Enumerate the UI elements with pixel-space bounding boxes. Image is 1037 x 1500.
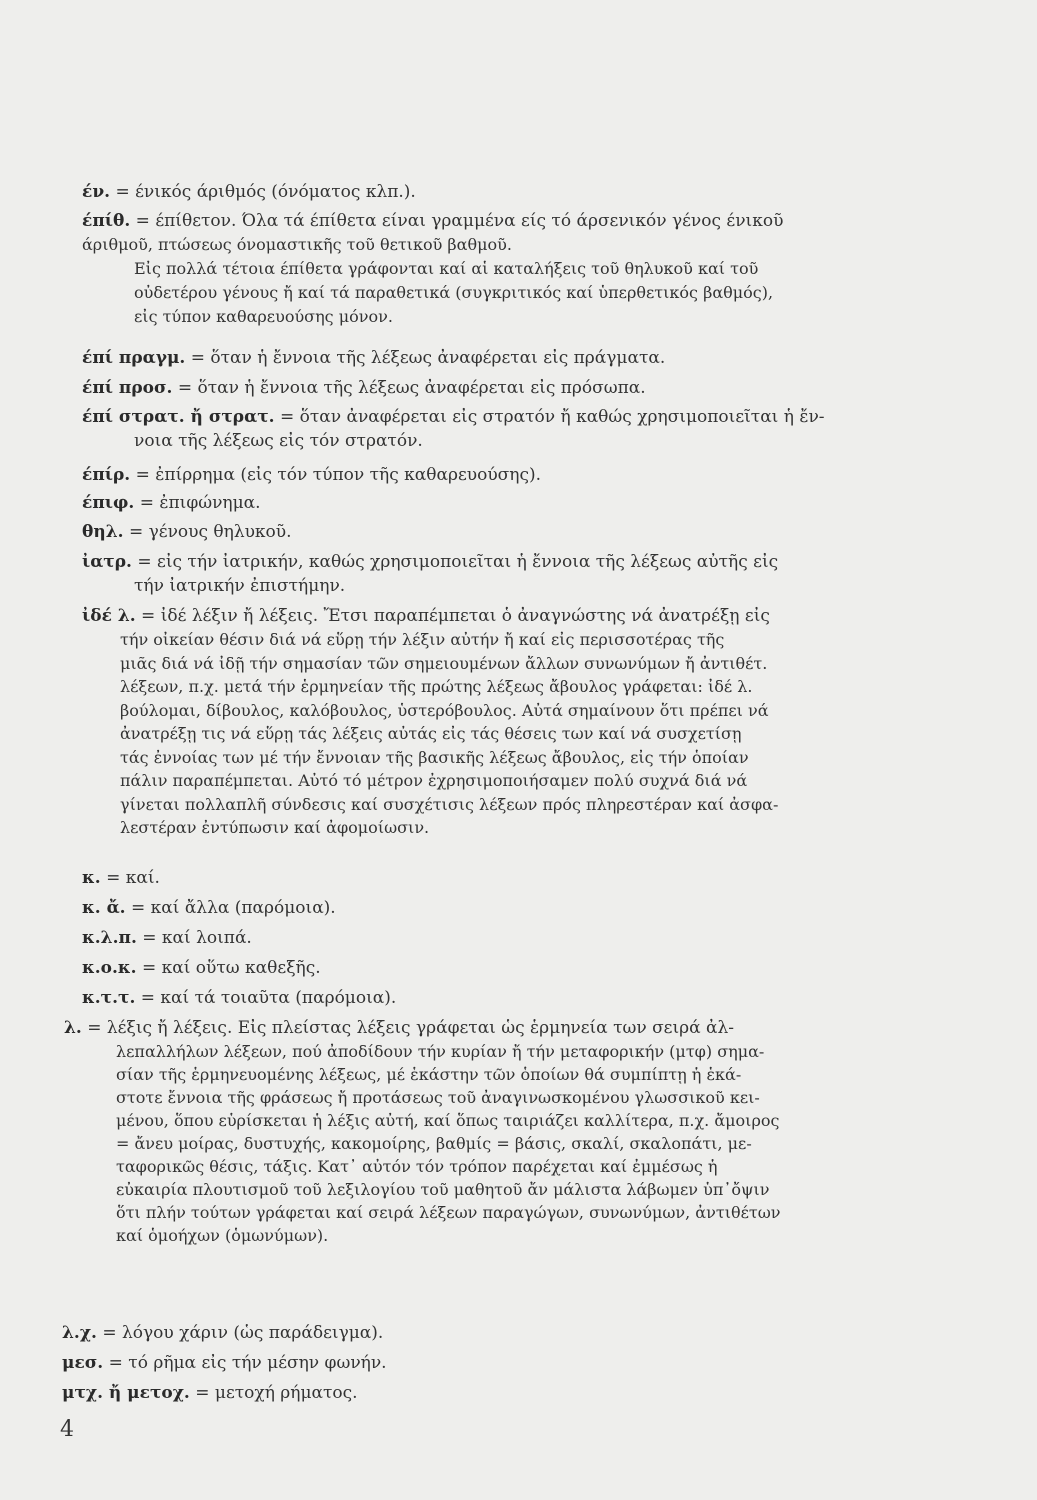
entry-definition: = καί τά τοιαῦτα (παρόμοια).: [135, 988, 397, 1008]
entry-abbr: έπίρ.: [82, 465, 131, 485]
entry-continuation: τάς ἐννοίας των μέ τήν ἔννοιαν τῆς βασικῆς λέξεως ἄβουλος, εἰς τήν ὁποίαν: [120, 747, 749, 767]
entry-epi-strat: [0, 405, 1037, 453]
entry-continuation: εἰς τύπον καθαρευούσης μόνον.: [134, 307, 393, 326]
entry-abbr: έπιφ.: [82, 493, 135, 513]
entry-ide-l: [0, 604, 1037, 840]
entry-l: [0, 1016, 1037, 1247]
entry-continuation: = ἄνευ μοίρας, δυστυχής, κακομοίρης, βαθμίς = βάσις, σκαλί, σκαλοπάτι, με-: [116, 1134, 752, 1153]
entry-continuation: γίνεται πολλαπλῆ σύνδεσις καί συσχέτισις λέξεων πρός πληρεστέραν καί ἀσφα-: [120, 794, 779, 814]
entry-definition: = τό ρῆμα εἰς τήν μέσην φωνήν.: [103, 1353, 387, 1373]
entry-definition: = γένους θηλυκοῦ.: [123, 522, 292, 542]
entry-continuation: άριθμοῦ, πτώσεως όνομαστικῆς τοῦ θετικοῦ βαθμοῦ.: [82, 235, 512, 254]
entry-ktt: [0, 986, 1037, 1010]
entry-mes: [0, 1351, 1037, 1375]
entry-abbr: έπίθ.: [82, 211, 131, 231]
entry-definition: = έπίθετον. Όλα τά έπίθετα είναι γραμμένα είς τό άρσενικόν γένος ένικοῦ: [130, 211, 784, 231]
entry-definition: = ἐπίρρημα (εἰς τόν τύπον τῆς καθαρευούσης).: [130, 465, 542, 485]
entry-continuation: οὐδετέρου γένους ἤ καί τά παραθετικά (συγκριτικός καί ὑπερθετικός βαθμός),: [134, 283, 774, 302]
entry-definition: = καί οὕτω καθεξῆς.: [136, 958, 321, 978]
entry-definition: = λόγου χάριν (ὡς παράδειγμα).: [96, 1323, 384, 1343]
entry-continuation: λεστέραν ἐντύπωσιν καί ἀφομοίωσιν.: [120, 818, 430, 837]
entry-abbr: έπί στρατ. ἤ στρατ.: [82, 407, 275, 427]
entry-epi-pragm: [0, 346, 1037, 370]
entry-definition: = ὅταν ἡ ἔννοια τῆς λέξεως ἀναφέρεται εἰς πρόσωπα.: [172, 378, 646, 398]
entry-continuation: ταφορικῶς θέσις, τάξις. Κατ᾿ αὐτόν τόν τρόπον παρέχεται καί ἐμμέσως ἡ: [116, 1157, 718, 1176]
entry-abbr: έπί πραγμ.: [82, 348, 186, 368]
entry-continuation: καί ὁμοήχων (ὁμωνύμων).: [116, 1226, 329, 1245]
entry-epi-pros: [0, 376, 1037, 400]
entry-abbr: κ.λ.π.: [82, 928, 137, 948]
entry-k: [0, 866, 1037, 890]
entry-continuation: μένου, ὅπου εὑρίσκεται ἡ λέξις αὐτή, καί ὅπως ταιριάζει καλλίτερα, π.χ. ἄμοιρος: [116, 1111, 780, 1130]
entry-abbr: λ.: [64, 1018, 82, 1038]
entry-definition: = εἰς τήν ἰατρικήν, καθώς χρησιμοποιεῖται ἡ ἔννοια τῆς λέξεως αὐτῆς εἰς: [131, 552, 779, 572]
entry-continuation: στοτε ἔννοια τῆς φράσεως ἤ προτάσεως τοῦ ἀναγινωσκομένου γλωσσικοῦ κει-: [116, 1088, 760, 1107]
entry-abbr: μτχ. ἤ μετοχ.: [62, 1383, 190, 1403]
entry-k-a: [0, 896, 1037, 920]
entry-abbr: έν.: [82, 182, 111, 202]
entry-en: [0, 180, 1037, 204]
entry-klp: [0, 926, 1037, 950]
entry-iatr: [0, 550, 1037, 598]
entry-abbr: θηλ.: [82, 522, 124, 542]
entry-definition: = καί.: [100, 868, 160, 888]
entry-abbr: κ.: [82, 868, 101, 888]
entry-definition: = καί λοιπά.: [136, 928, 252, 948]
entry-continuation: μιᾶς διά νά ἰδῇ τήν σημασίαν τῶν σημειουμένων ἄλλων συνωνύμων ἤ ἀντιθέτ.: [120, 653, 768, 673]
entry-continuation: βούλομαι, δίβουλος, καλόβουλος, ὑστερόβουλος. Αὐτά σημαίνουν ὅτι πρέπει νά: [120, 700, 769, 720]
entry-continuation: Εἰς πολλά τέτοια έπίθετα γράφονται καί αἱ καταλήξεις τοῦ θηλυκοῦ καί τοῦ: [134, 259, 759, 278]
entry-definition: = ὅταν ἡ ἔννοια τῆς λέξεως ἀναφέρεται εἰς πράγματα.: [185, 348, 666, 368]
entry-definition: = μετοχή ρήματος.: [189, 1383, 358, 1403]
entry-continuation: λεπαλλήλων λέξεων, πού ἀποδίδουν τήν κυρίαν ἤ τήν μεταφορικήν (μτφ) σημα-: [116, 1042, 765, 1061]
entry-definition: = λέξις ἤ λέξεις. Εἰς πλείστας λέξεις γράφεται ὡς ἑρμηνεία των σειρά ἀλ-: [81, 1018, 735, 1038]
entry-abbr: έπί προσ.: [82, 378, 173, 398]
entry-abbr: κ.τ.τ.: [82, 988, 136, 1008]
entry-abbr: μεσ.: [62, 1353, 104, 1373]
entry-continuation: εὐκαιρία πλουτισμοῦ τοῦ λεξιλογίου τοῦ μαθητοῦ ἄν μάλιστα λάβωμεν ὑπ᾿ὄψιν: [116, 1180, 770, 1199]
entry-abbr: ἰδέ λ.: [82, 606, 136, 626]
entry-continuation: λέξεων, π.χ. μετά τήν ἑρμηνείαν τῆς πρώτης λέξεως ἄβουλος γράφεται: ἰδέ λ.: [120, 677, 753, 696]
entry-abbr: λ.χ.: [62, 1323, 97, 1343]
entry-continuation: τήν ἰατρικήν ἐπιστήμην.: [134, 576, 346, 596]
entry-kok: [0, 956, 1037, 980]
entry-definition: = καί ἄλλα (παρόμοια).: [125, 898, 336, 918]
page-number: 4: [60, 1417, 74, 1442]
entry-continuation: πάλιν παραπέμπεται. Αὐτό τό μέτρον ἐχρησιμοποιήσαμεν πολύ συχνά διά νά: [120, 771, 748, 790]
entry-definition: = ένικός άριθμός (όνόματος κλπ.).: [110, 182, 416, 202]
entry-mtx: [0, 1381, 1037, 1405]
entry-abbr: ἰατρ.: [82, 552, 132, 572]
entry-definition: = ὅταν ἀναφέρεται εἰς στρατόν ἤ καθώς χρησιμοποιεῖται ἡ ἔν-: [274, 407, 825, 427]
entry-continuation: ὅτι πλήν τούτων γράφεται καί σειρά λέξεων παραγώγων, συνωνύμων, ἀντιθέτων: [116, 1203, 781, 1222]
entry-continuation: σίαν τῆς ἑρμηνευομένης λέξεως, μέ ἑκάστην τῶν ὁποίων θά συμπίπτῃ ἡ ἑκά-: [116, 1065, 742, 1084]
entry-abbr: κ.ο.κ.: [82, 958, 137, 978]
entry-definition: = ἐπιφώνημα.: [134, 493, 261, 513]
entry-epir: [0, 463, 1037, 487]
entry-lx: [0, 1321, 1037, 1345]
entry-abbr: κ. ἄ.: [82, 898, 126, 918]
entry-epif: [0, 491, 1037, 515]
entry-thil: [0, 520, 1037, 544]
entry-continuation: νοια τῆς λέξεως εἰς τόν στρατόν.: [134, 431, 423, 451]
entry-continuation: τήν οἰκείαν θέσιν διά νά εὕρῃ τήν λέξιν αὐτήν ἤ καί εἰς περισσοτέρας τῆς: [120, 630, 725, 649]
entry-definition: = ἰδέ λέξιν ἤ λέξεις. Ἔτσι παραπέμπεται ὁ ἀναγνώστης νά ἀνατρέξῃ εἰς: [135, 606, 770, 626]
entry-epith: [0, 209, 1037, 329]
entry-continuation: ἀνατρέξῃ τις νά εὕρῃ τάς λέξεις αὐτάς εἰς τάς θέσεις των καί νά συσχετίσῃ: [120, 724, 742, 743]
